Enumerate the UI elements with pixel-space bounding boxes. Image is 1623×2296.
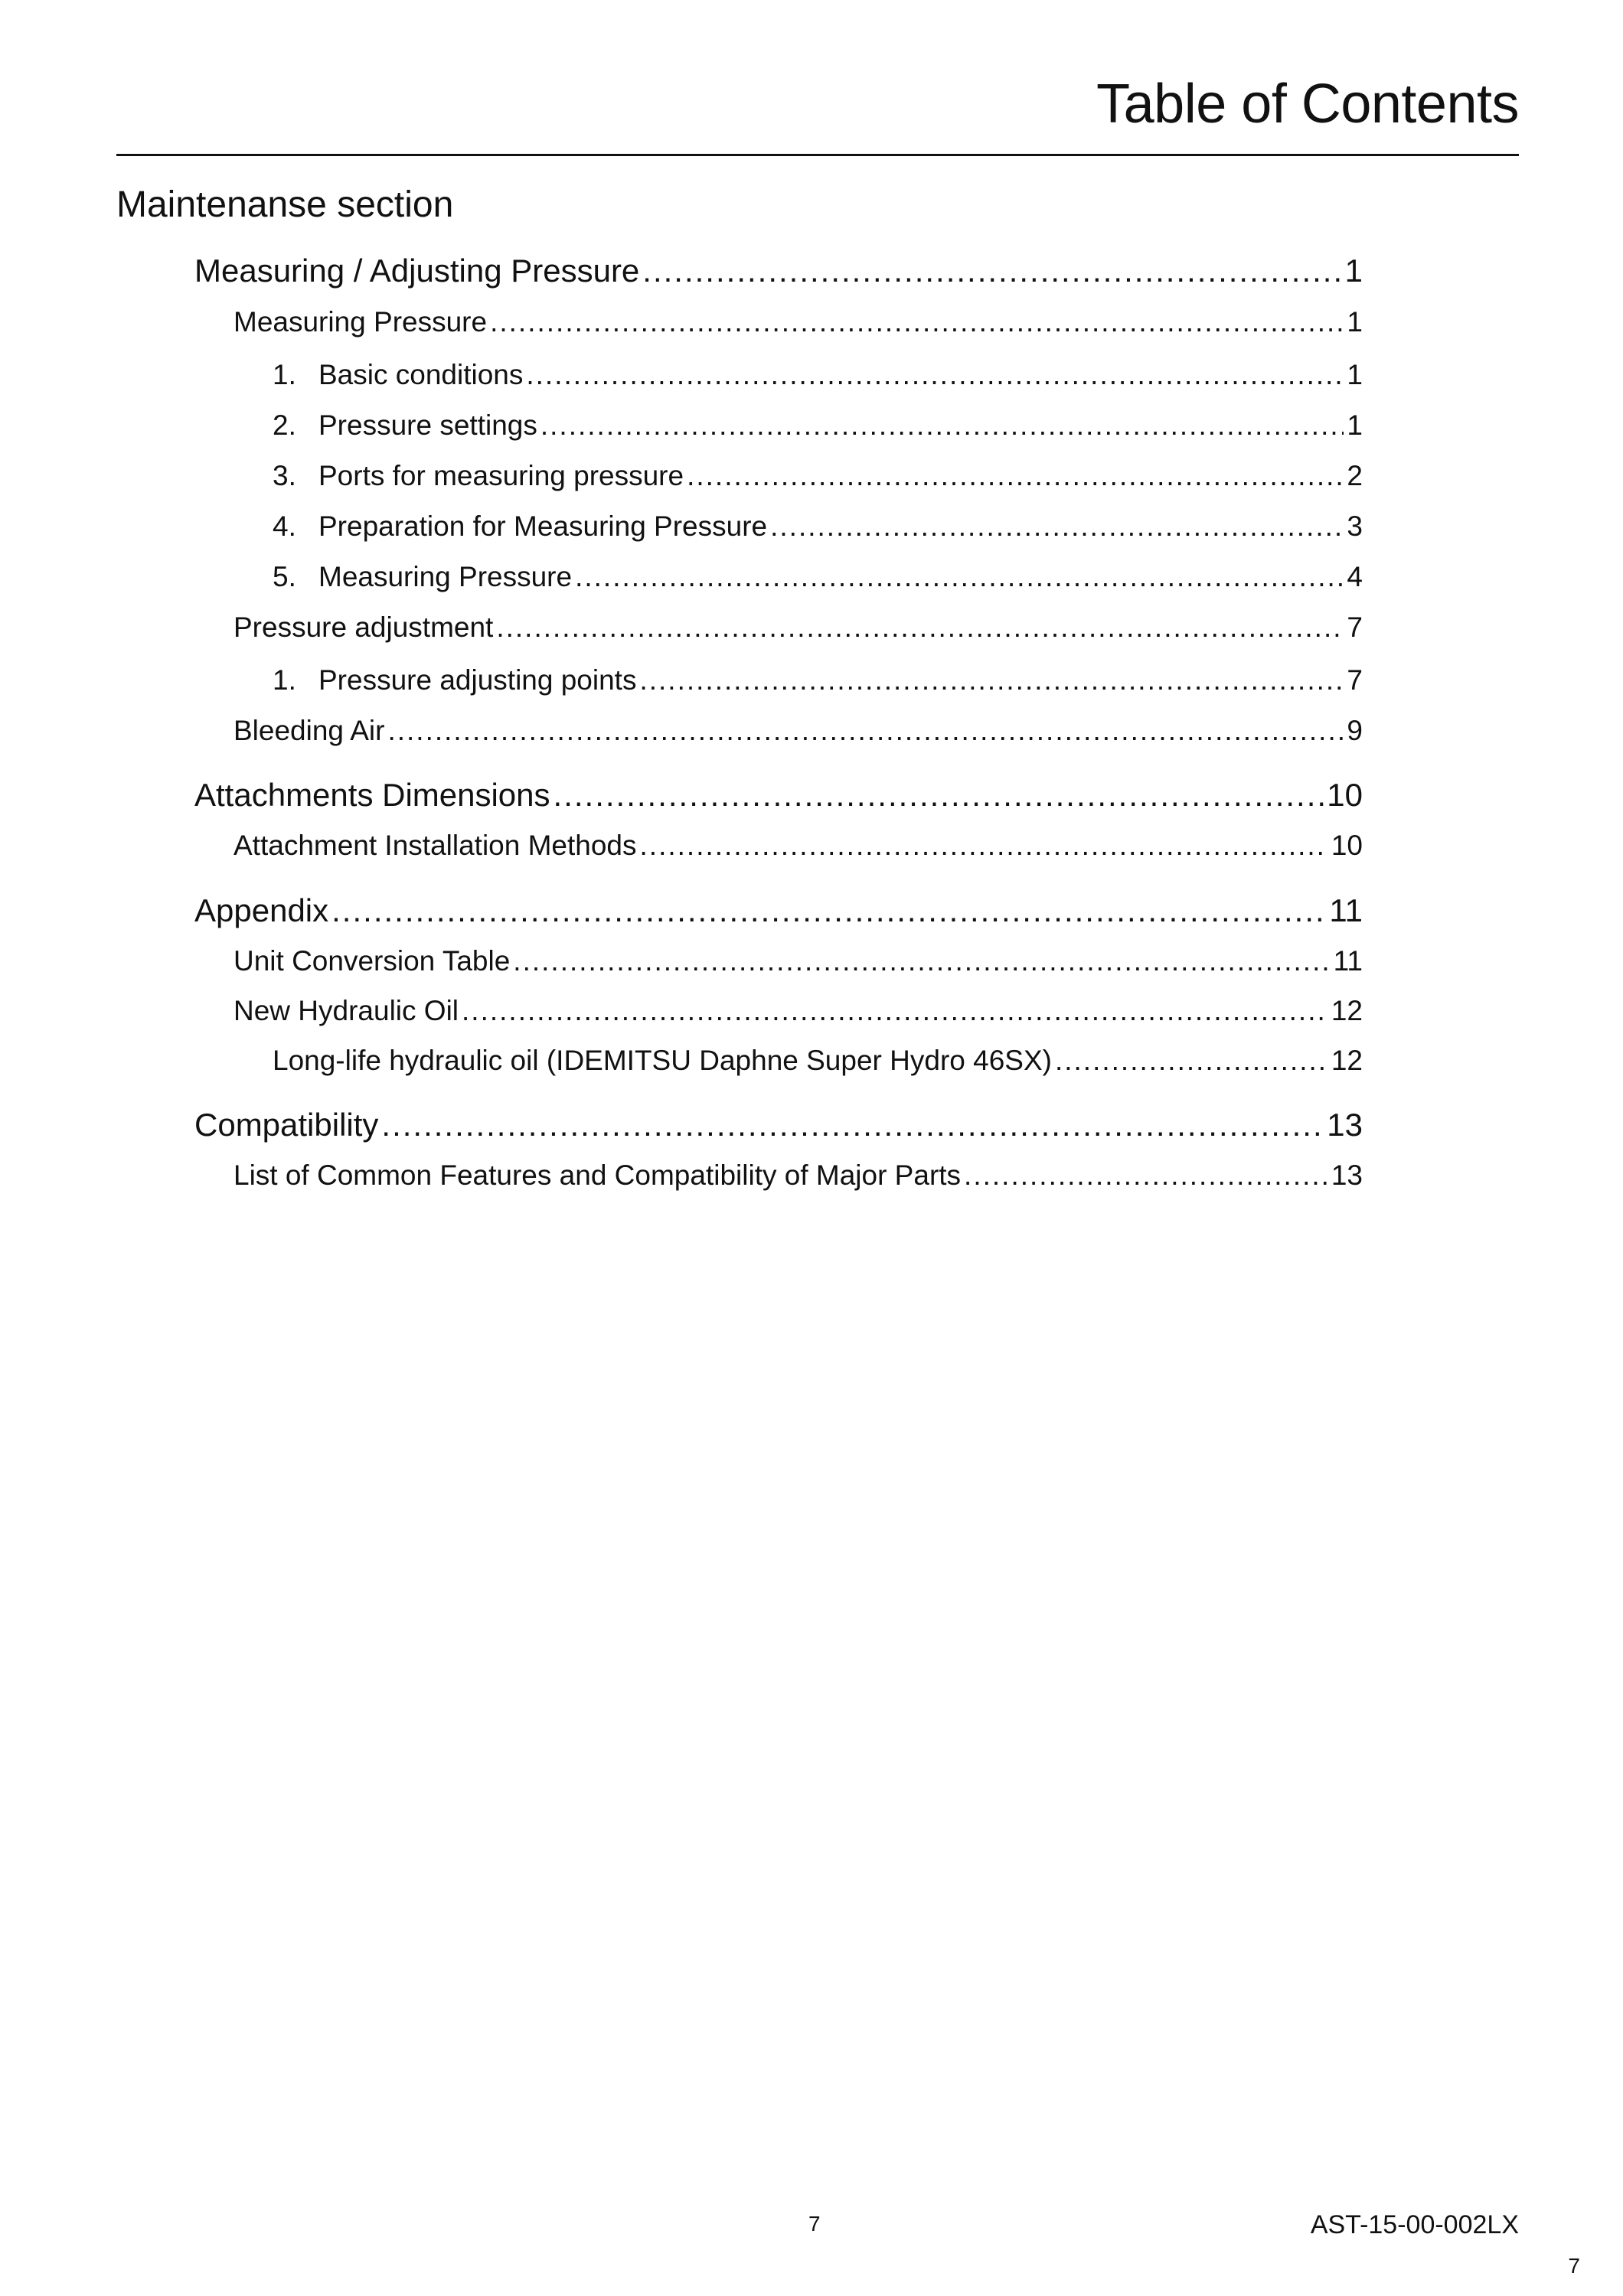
toc-entry-label: Pressure adjustment: [233, 612, 494, 643]
dot-leader: [331, 892, 1326, 929]
dot-leader: [387, 715, 1344, 747]
toc-entry-label: Appendix: [194, 892, 329, 928]
toc-entry-page: 9: [1347, 715, 1363, 746]
toc-entry-label: Basic conditions: [318, 359, 524, 390]
toc-entry-number: 2.: [273, 409, 296, 441]
toc-entry[interactable]: [273, 359, 1363, 391]
toc-entry[interactable]: [233, 995, 1363, 1027]
corner-page-number: 7: [1568, 2254, 1580, 2278]
toc-entry-page: 11: [1333, 945, 1363, 977]
toc-entry-label: Compatibility: [194, 1107, 379, 1143]
toc-entry-label: Measuring Pressure: [318, 561, 573, 592]
toc-entry-page: 1: [1347, 306, 1363, 338]
toc-entry-page: 3: [1347, 510, 1363, 542]
dot-leader: [640, 830, 1328, 862]
dot-leader: [513, 945, 1330, 977]
toc-entry-number: 4.: [273, 510, 296, 542]
toc-entry-page: 13: [1331, 1159, 1363, 1191]
toc-entry[interactable]: [273, 409, 1363, 442]
dot-leader: [462, 995, 1328, 1027]
dot-leader: [687, 460, 1344, 492]
toc-entry[interactable]: [233, 830, 1363, 862]
toc-entry-page: 12: [1331, 1045, 1363, 1076]
toc-entry[interactable]: [194, 253, 1363, 289]
dot-leader: [639, 664, 1344, 696]
toc-entry[interactable]: [273, 1045, 1363, 1077]
toc-entry-label: Attachments Dimensions: [194, 777, 550, 813]
dot-leader: [1055, 1045, 1328, 1077]
toc-entry[interactable]: [273, 460, 1363, 492]
toc-entry-label: Measuring / Adjusting Pressure: [194, 253, 640, 289]
toc-entry-label: Attachment Installation Methods: [233, 830, 637, 861]
toc-entry-label: Unit Conversion Table: [233, 945, 511, 977]
toc-entry-label: Pressure adjusting points: [318, 664, 637, 696]
toc-entry-page: 7: [1347, 664, 1363, 696]
toc-entry[interactable]: [194, 1107, 1363, 1143]
dot-leader: [540, 409, 1344, 442]
footer-page-number: 7: [808, 2212, 821, 2236]
toc-entry-page: 10: [1327, 777, 1363, 813]
toc-entry-page: 10: [1331, 830, 1363, 861]
dot-leader: [575, 561, 1344, 593]
dot-leader: [964, 1159, 1328, 1192]
toc-entry-page: 1: [1344, 253, 1363, 289]
toc-entry-label: Long-life hydraulic oil (IDEMITSU Daphne Super Hydro 46SX): [273, 1045, 1052, 1076]
toc-entry-page: 4: [1347, 561, 1363, 592]
toc-entry-label: New Hydraulic Oil: [233, 995, 459, 1026]
toc-entry-label: List of Common Features and Compatibility of Major Parts: [233, 1159, 962, 1191]
dot-leader: [642, 253, 1341, 289]
toc-entry[interactable]: [194, 892, 1363, 929]
toc-entry-label: Measuring Pressure: [233, 306, 488, 338]
toc-entry-number: 3.: [273, 460, 296, 491]
dot-leader: [381, 1107, 1324, 1143]
toc-entry-page: 11: [1329, 892, 1363, 928]
dot-leader: [554, 777, 1324, 814]
dot-leader: [496, 612, 1344, 644]
dot-leader: [526, 359, 1344, 391]
toc-entry-page: 1: [1347, 359, 1363, 390]
toc-entry-label: Preparation for Measuring Pressure: [318, 510, 768, 542]
toc-entry-number: 1.: [273, 359, 296, 390]
toc-entry[interactable]: [273, 664, 1363, 696]
page-title: Table of Contents: [1096, 73, 1519, 135]
toc-entry-page: 12: [1331, 995, 1363, 1026]
toc-entry-page: 13: [1327, 1107, 1363, 1143]
toc-entry-number: 1.: [273, 664, 296, 696]
document-code: AST-15-00-002LX: [1310, 2210, 1519, 2239]
section-heading: Maintenanse section: [116, 184, 454, 225]
toc-entry[interactable]: [194, 777, 1363, 814]
toc-entry-page: 2: [1347, 460, 1363, 491]
toc-entry-label: Pressure settings: [318, 409, 537, 441]
toc-entry-label: Bleeding Air: [233, 715, 385, 746]
dot-leader: [770, 510, 1344, 543]
toc-entry-number: 5.: [273, 561, 296, 592]
toc-entry[interactable]: [233, 306, 1363, 338]
dot-leader: [490, 306, 1344, 338]
toc-entry-page: 7: [1347, 612, 1363, 643]
toc-entry-page: 1: [1347, 409, 1363, 441]
toc-entry-label: Ports for measuring pressure: [318, 460, 684, 491]
title-divider: [116, 154, 1519, 156]
toc-entry[interactable]: [233, 945, 1363, 977]
toc-entry[interactable]: [233, 715, 1363, 747]
toc-entry[interactable]: [273, 561, 1363, 593]
toc-entry[interactable]: [273, 510, 1363, 543]
toc-entry[interactable]: [233, 1159, 1363, 1192]
toc-entry[interactable]: [233, 612, 1363, 644]
